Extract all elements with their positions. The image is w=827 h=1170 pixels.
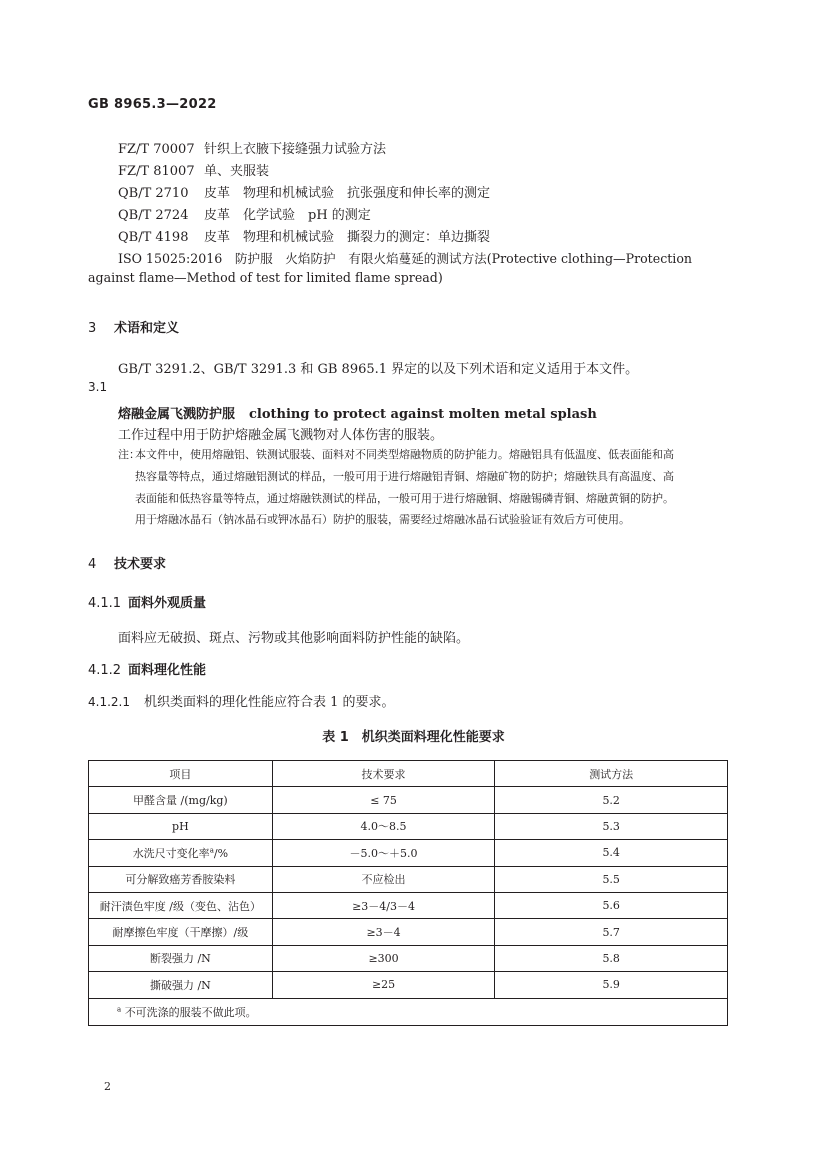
cell-requirement: ≥3－4 [272,919,495,945]
cell-requirement: －5.0～＋5.0 [272,840,495,866]
reference-code: QB/T 4198 [118,230,189,245]
cell-requirement: 不应检出 [272,866,495,892]
cell-method: 5.5 [495,866,728,892]
reference-title: 单、夹服装 [204,164,270,179]
reference-title: 皮革 化学试验 pH 的测定 [204,208,371,223]
reference-item [118,182,490,201]
table-row [89,840,728,866]
cell-method: 5.3 [495,813,728,839]
note-line: 热容量等特点，通过熔融铝测试的样品，一般可用于进行熔融铝青铜、熔融矿物的防护；熔融铁具有高温度、高 [135,470,674,483]
reference-title: 皮革 物理和机械试验 抗张强度和伸长率的测定 [204,186,491,201]
iso-reference-line2: against flame—Method of test for limited flame spread) [88,270,443,285]
cell-item: 耐汗渍色牢度 /级（变色、沾色） [89,892,273,918]
table-row [89,892,728,918]
section-3-text: GB/T 3291.2、GB/T 3291.3 和 GB 8965.1 界定的以及下列术语和定义适用于本文件。 [118,362,639,377]
section-title: 面料外观质量 [128,596,207,611]
table-row [89,919,728,945]
reference-code: FZ/T 70007 [118,142,195,157]
iso-reference-line1: ISO 15025:2016 防护服 火焰防护 有限火焰蔓延的测试方法(Protective clothing—Protection [118,251,693,266]
cell-requirement: 4.0～8.5 [272,813,495,839]
cell-item: pH [89,813,273,839]
cell-requirement: ≥3－4/3－4 [272,892,495,918]
table-row [89,787,728,813]
cell-method: 5.8 [495,945,728,971]
cell-item-unit: /% [213,846,229,860]
table-header-row [89,761,728,787]
cell-method: 5.7 [495,919,728,945]
reference-item [118,204,371,223]
reference-item [118,226,490,245]
document-header: GB 8965.3—2022 [88,97,217,112]
footnote-marker: a [117,1004,122,1013]
cell-item: 耐摩擦色牢度（干摩擦）/级 [89,919,273,945]
section-title: 面料理化性能 [128,663,207,678]
cell-requirement: ≥300 [272,945,495,971]
cell-requirement: ≤ 75 [272,787,495,813]
footnote-text: 不可洗涤的服装不做此项。 [124,1005,257,1019]
table-footnote-row [89,998,728,1025]
reference-title: 皮革 物理和机械试验 撕裂力的测定：单边撕裂 [204,230,491,245]
term-number: 3.1 [88,380,108,394]
cell-method: 5.4 [495,840,728,866]
table-footnote [89,998,728,1025]
cell-requirement: ≥25 [272,972,495,998]
table-row [89,972,728,998]
reference-item [118,138,386,157]
clause-text: 机织类面料的理化性能应符合表 1 的要求。 [144,695,395,710]
column-header-item: 项目 [89,761,273,787]
reference-code: FZ/T 81007 [118,164,195,179]
section-heading-4-1-2 [88,659,206,678]
term-name-cn: 熔融金属飞溅防护服 [118,407,236,422]
note-label: 注： [118,448,140,461]
cell-item-text: 水洗尺寸变化率 [132,846,210,860]
section-number: 4.1.1 [88,596,122,611]
table-row [89,945,728,971]
clause-4-1-2-1 [88,691,395,710]
requirements-table [88,760,728,1026]
cell-method: 5.2 [495,787,728,813]
footnote-marker: a [209,846,214,855]
note-line: 表面能和低热容量等特点，通过熔融铁测试的样品，一般可用于进行熔融铜、熔融锡磷青铜、熔融黄铜的防护。 [135,492,674,505]
cell-item [89,840,273,866]
page-number: 2 [104,1080,111,1093]
section-heading-3 [88,317,179,336]
section-number: 4 [88,557,97,572]
table-row [89,813,728,839]
reference-title: 针织上衣腋下接缝强力试验方法 [204,142,387,157]
term-heading [118,403,597,422]
clause-number: 4.1.2.1 [88,695,130,709]
reference-code: QB/T 2710 [118,186,189,201]
reference-item [118,160,269,179]
section-4-1-1-text: 面料应无破损、斑点、污物或其他影响面料防护性能的缺陷。 [118,631,470,646]
note-line: 本文件中，使用熔融铝、铁测试服装、面料对不同类型熔融物质的防护能力。熔融铝具有低温度、低表面能和高 [135,448,674,461]
cell-method: 5.9 [495,972,728,998]
section-number: 3 [88,321,97,336]
note-line: 用于熔融冰晶石（钠冰晶石或钾冰晶石）防护的服装，需要经过熔融冰晶石试验验证有效后方可使用。 [135,513,630,526]
column-header-method: 测试方法 [495,761,728,787]
column-header-requirement: 技术要求 [272,761,495,787]
cell-item: 可分解致癌芳香胺染料 [89,866,273,892]
section-title: 术语和定义 [114,321,180,336]
section-number: 4.1.2 [88,663,122,678]
table-row [89,866,728,892]
cell-item: 甲醛含量 /(mg/kg) [89,787,273,813]
table-caption: 表 1 机织类面料理化性能要求 [322,730,505,745]
term-definition: 工作过程中用于防护熔融金属飞溅物对人体伤害的服装。 [118,428,444,443]
cell-item: 断裂强力 /N [89,945,273,971]
cell-item: 撕破强力 /N [89,972,273,998]
cell-method: 5.6 [495,892,728,918]
section-heading-4 [88,553,166,572]
section-title: 技术要求 [114,557,167,572]
term-name-en: clothing to protect against molten metal splash [249,407,597,422]
reference-code: QB/T 2724 [118,208,189,223]
section-heading-4-1-1 [88,592,206,611]
